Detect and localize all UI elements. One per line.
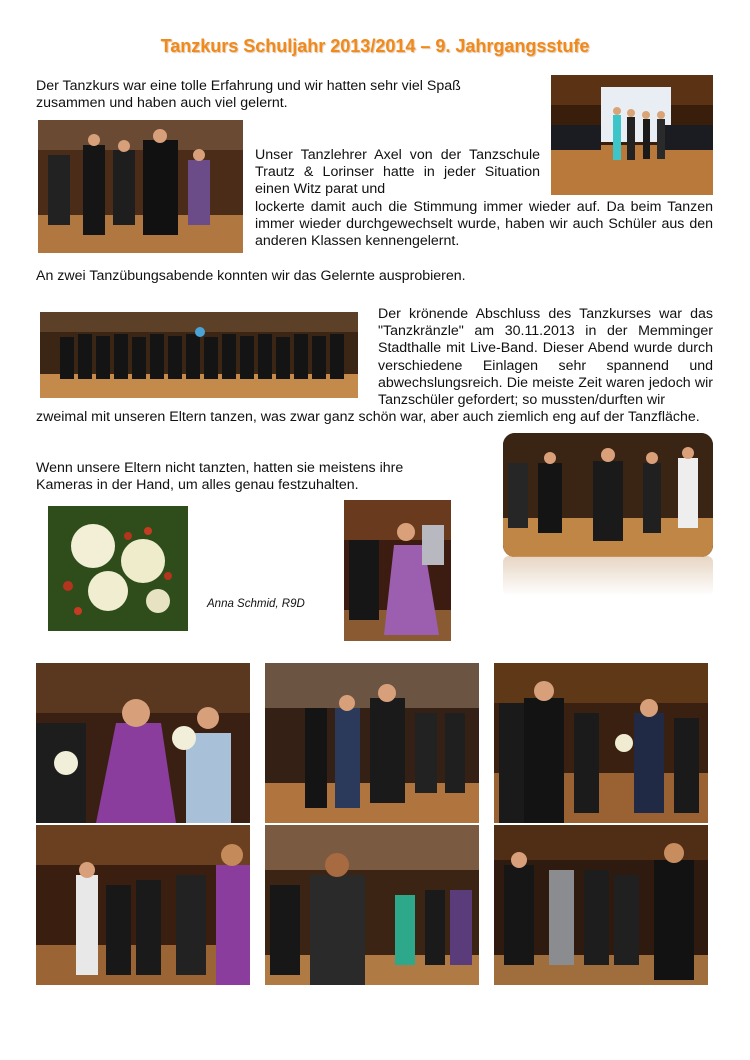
photo-grid-5 xyxy=(265,825,479,985)
photo-grid-1 xyxy=(36,663,250,823)
photo-grid-6 xyxy=(494,825,708,985)
practice-evenings-paragraph: An zwei Tanzübungsabende konnten wir das Gelernte ausprobieren. xyxy=(36,268,466,284)
photo-flower-bouquet xyxy=(48,506,188,631)
photo-couples-dancing xyxy=(38,120,243,253)
photo-students-lineup xyxy=(40,312,358,398)
finale-paragraph-part2: zweimal mit unseren Eltern tanzen, was zwar ganz schön war, aber auch ziemlich eng auf der Tanzfläche. xyxy=(36,409,700,425)
photo-dance-floor-girls xyxy=(503,433,713,557)
parents-paragraph: Wenn unsere Eltern nicht tanzten, hatten sie meistens ihre Kameras in der Hand, um alles genau festzuhalten. xyxy=(36,460,404,494)
page-title: Tanzkurs Schuljahr 2013/2014 – 9. Jahrgangsstufe xyxy=(160,36,590,56)
photo-purple-dress-dancer xyxy=(344,500,451,641)
photo-reflection xyxy=(503,556,713,596)
photo-grid-3 xyxy=(494,663,708,823)
teacher-paragraph-part2: lockerte damit auch die Stimmung immer wieder auf. Da beim Tanzen immer wieder durchgewechselt wurde, haben wir auch Schüler aus den anderen Klassen kennengelernt. xyxy=(255,199,713,250)
teacher-paragraph-part1: Unser Tanzlehrer Axel von der Tanzschule Trautz & Lorinser hatte in jeder Situation einen Witz parat und xyxy=(255,147,540,198)
finale-paragraph-part1: Der krönende Abschluss des Tanzkurses war das "Tanzkränzle" am 30.11.2013 in der Memminger Stadthalle mit Live-Band. Dieser Abend wurde durch verschiedene Einlagen sehr spannend und abwechslungsreich. Die meiste Zeit waren jedoch wir Tanzschüler gefordert; so mussten/durften wir xyxy=(378,306,713,409)
photo-stage-dancers xyxy=(551,75,713,195)
photo-grid-2 xyxy=(265,663,479,823)
intro-paragraph: Der Tanzkurs war eine tolle Erfahrung und wir hatten sehr viel Spaß zusammen und haben auch viel gelernt. xyxy=(36,78,461,112)
author-credit: Anna Schmid, R9D xyxy=(207,598,305,610)
photo-grid-4 xyxy=(36,825,250,985)
